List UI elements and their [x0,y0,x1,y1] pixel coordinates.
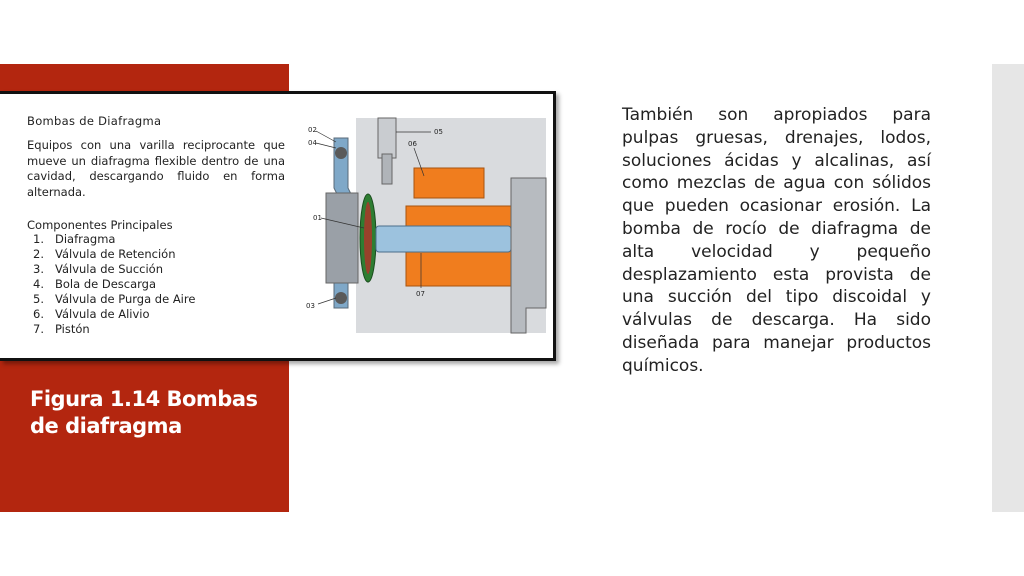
components-heading: Componentes Principales [27,218,173,232]
diaphragm-core [364,202,372,274]
callout-line [316,143,336,148]
callout-label: 02 [308,126,317,134]
pump-head [326,193,358,283]
body-paragraph: También son apropiados para pulpas gruesas, drenajes, lodos, soluciones ácidas y alcalinas, así como mezclas de agua con sólidos que pueden ocasionar erosión. La bomba de rocío de diafragma de alta velocidad y pequeño desplazamiento esta provista de una succión del tipo discoidal y válvulas de descarga. Ha sido diseñada para manejar productos químicos. [622,105,931,376]
valve-stem [382,154,392,184]
components-list [33,232,195,337]
pump-diagram [296,98,556,353]
callout-line [318,298,336,304]
check-ball [335,292,347,304]
relief-body [414,168,484,198]
piston [376,226,511,252]
list-item: 1. Diafragma [33,232,116,246]
figure-description: Equipos con una varilla reciprocante que mueve un diafragma flexible dentro de una cavidad, descargando fluido en forma alternada. [27,138,285,199]
list-item: 3. Válvula de Succión [33,262,163,276]
callout-label: 06 [408,140,417,148]
figure-caption: Figura 1.14 Bombas de diafragma [30,387,258,438]
purge-valve [378,118,396,158]
callout-label: 07 [416,290,425,298]
side-strip [992,64,1024,512]
list-item: 5. Válvula de Purga de Aire [33,292,196,306]
list-item: 7. Pistón [33,322,90,336]
callout-label: 03 [306,302,315,310]
list-item: 2. Válvula de Retención [33,247,176,261]
callout-label: 01 [313,214,322,222]
list-item: 4. Bola de Descarga [33,277,157,291]
check-ball [335,147,347,159]
callout-label: 05 [434,128,443,136]
figure-title: Bombas de Diafragma [27,114,162,128]
list-item: 6. Válvula de Alivio [33,307,150,321]
callout-line [316,131,336,142]
callout-label: 04 [308,139,317,147]
figure-image [0,91,556,361]
